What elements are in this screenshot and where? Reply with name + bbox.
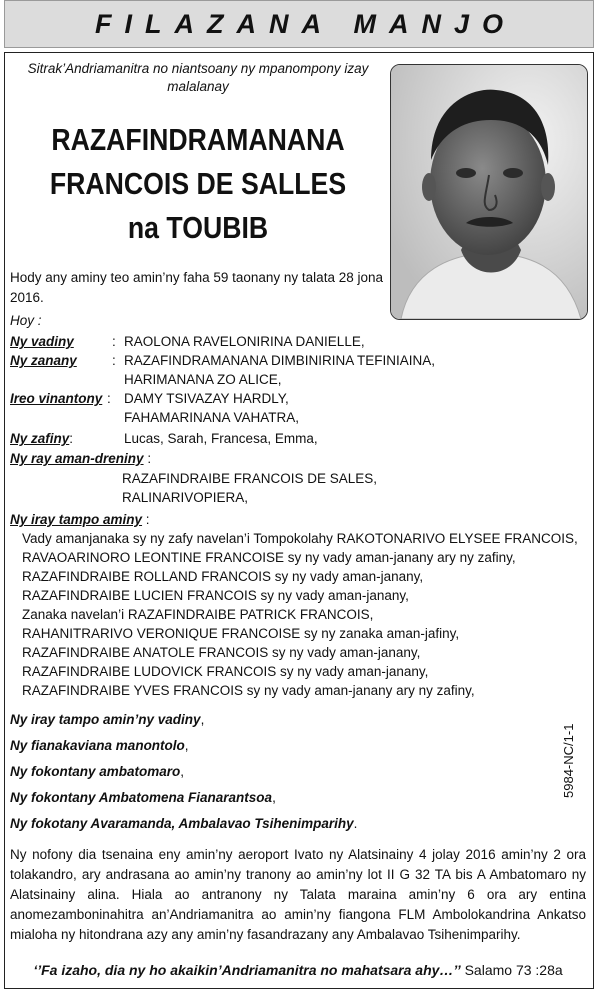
mourner-line: Ny fokontany Ambatomena Fianarantsoa, (10, 790, 276, 805)
children-label: Ny zanany (10, 353, 77, 368)
deceased-name (43, 118, 353, 250)
parent-2: RALINARIVOPIERA, (122, 490, 249, 505)
sibling-line: RAZAFINDRAIBE LUDOVICK FRANCOIS sy ny vady aman-janany, (22, 664, 429, 679)
in-law-2: FAHAMARINANA VAHATRA, (124, 410, 300, 425)
sibling-line: Zanaka navelan’i RAZAFINDRAIBE PATRICK FRANCOIS, (22, 607, 374, 622)
sibling-line: Vady amanjanaka sy ny zafy navelan’i Tompokolahy RAKOTONARIVO ELYSEE FRANCOIS, (22, 531, 578, 546)
parent-1: RAZAFINDRAIBE FRANCOIS DE SALES, (122, 471, 378, 486)
mourner-line: Ny fokotany Avaramanda, Ambalavao Tsihenimparihy. (10, 816, 358, 831)
spouse-value: RAOLONA RAVELONIRINA DANIELLE, (124, 334, 365, 349)
name-line-2: FRANCOIS DE SALLES (49, 166, 347, 201)
siblings-label: Ny iray tampo aminy : (10, 512, 150, 527)
name-line-3: na TOUBIB (127, 210, 269, 245)
sibling-line: RAVAOARINORO LEONTINE FRANCOISE sy ny vady aman-janany ary ny zafiny, (22, 550, 516, 565)
spouse-colon: : (112, 334, 116, 349)
in-laws-colon: : (107, 391, 111, 406)
grandchildren-value: Lucas, Sarah, Francesa, Emma, (124, 431, 318, 446)
in-laws-label: Ireo vinantony (10, 391, 103, 406)
tagline: Sitrak’Andriamanitra no niantsoany ny mpanompony izay malalanay (27, 61, 369, 94)
bible-quote (10, 962, 586, 978)
reference-code: 5984-NC/1-1 (561, 723, 576, 798)
intro-text: Hody any aminy teo amin’ny faha 59 taonany ny talata 28 jona 2016. (10, 270, 383, 305)
sibling-line: RAZAFINDRAIBE YVES FRANCOIS sy ny vady aman-janany ary ny zafiny, (22, 683, 475, 698)
sibling-line: RAZAFINDRAIBE ANATOLE FRANCOIS sy ny vady aman-janany, (22, 645, 421, 660)
ceremony-paragraph: Ny nofony dia tsenaina eny amin’ny aeroport Ivato ny Alatsinainy 4 jolay 2016 amin’ny 2 ora tolakandro, ary andrasana ao amin’ny tranony ao amin’ny lot II G 32 TA bis A Ambatomaro ny Alatsinainy alina. Hiala ao antranony ny Talata maraina amin’ny 6 ora ary entina anomezamboninahitra an’Andriamanitra ao amin’ny fiangona FLM Ambolokandrina Ankatso mialoha ny hitondrana azy any amin’ny fasandrazany any Ambalavao Tsihenimparihy. (10, 847, 586, 942)
sibling-line: RAZAFINDRAIBE ROLLAND FRANCOIS sy ny vady aman-janany, (22, 569, 424, 584)
hoy-label: Hoy : (10, 313, 42, 328)
mourner-line: Ny fokontany ambatomaro, (10, 764, 185, 779)
header-title: FILAZANA MANJO (95, 9, 516, 39)
in-law-1: DAMY TSIVAZAY HARDLY, (124, 391, 289, 406)
child-1: RAZAFINDRAMANANA DIMBINIRINA TEFINIAINA, (124, 353, 436, 368)
spouse-label: Ny vadiny (10, 334, 74, 349)
notice-header (4, 0, 594, 48)
children-colon: : (112, 353, 116, 368)
quote-text: ‘’Fa izaho, dia ny ho akaikin’Andriamanitra no mahatsara ahy…’’ (33, 962, 461, 978)
mourner-line: Ny iray tampo amin’ny vadiny, (10, 712, 205, 727)
child-2: HARIMANANA ZO ALICE, (124, 372, 282, 387)
mourner-line: Ny fianakaviana manontolo, (10, 738, 189, 753)
parents-label: Ny ray aman-dreniny : (10, 451, 152, 466)
name-line-1: RAZAFINDRAMANANA (51, 122, 345, 157)
quote-reference: Salamo 73 :28a (464, 962, 563, 978)
grandchildren-label: Ny zafiny: (10, 431, 74, 446)
sibling-line: RAZAFINDRAIBE LUCIEN FRANCOIS sy ny vady aman-janany, (22, 588, 409, 603)
sibling-line: RAHANITRARIVO VERONIQUE FRANCOISE sy ny zanaka aman-jafiny, (22, 626, 460, 641)
portrait-photo (390, 64, 588, 320)
